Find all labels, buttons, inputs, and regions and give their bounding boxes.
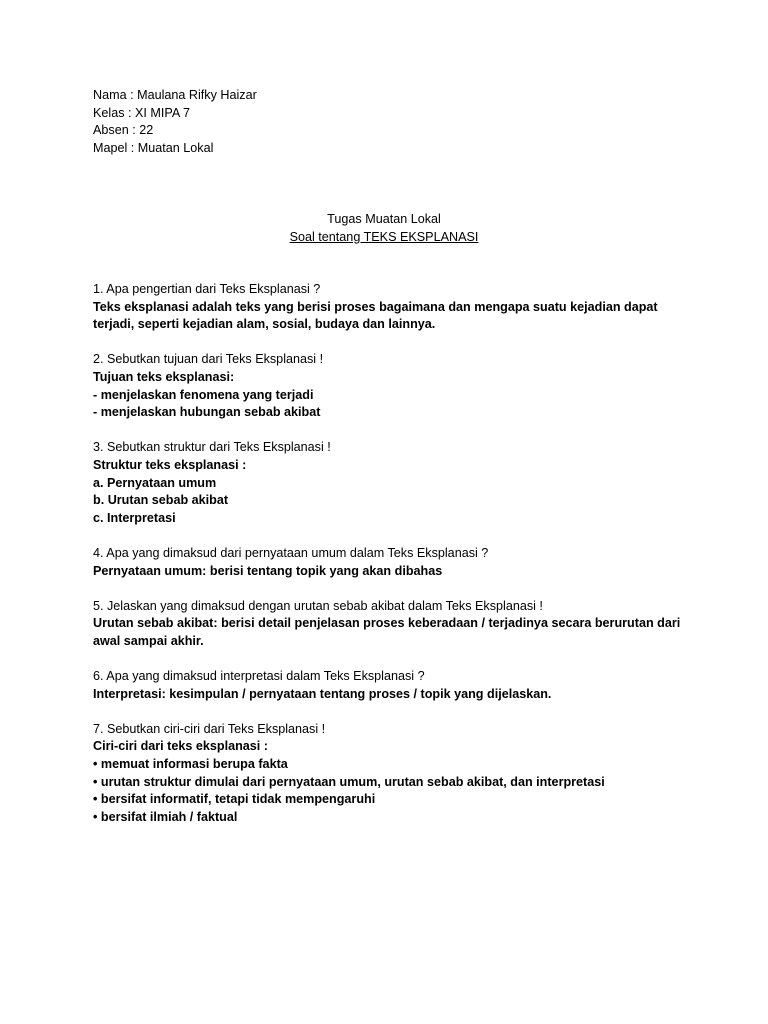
student-name: Nama : Maulana Rifky Haizar xyxy=(93,88,257,102)
answer-line: Interpretasi: kesimpulan / pernyataan tentang proses / topik yang dijelaskan. xyxy=(93,686,552,701)
question-block xyxy=(93,668,693,703)
answer-line: • bersifat ilmiah / faktual xyxy=(93,809,238,824)
question: 2. Sebutkan tujuan dari Teks Eksplanasi ! xyxy=(93,352,324,367)
answer-line: b. Urutan sebab akibat xyxy=(93,493,229,508)
answer-line: Tujuan teks eksplanasi: xyxy=(93,369,235,384)
answer-line: • bersifat informatif, tetapi tidak mempengaruhi xyxy=(93,792,376,807)
student-class: Kelas : XI MIPA 7 xyxy=(93,105,191,120)
answer-line: c. Interpretasi xyxy=(93,510,176,525)
answer-line: a. Pernyataan umum xyxy=(93,475,217,490)
answer-line: • memuat informasi berupa fakta xyxy=(93,757,288,772)
question-block xyxy=(93,598,693,651)
question: 7. Sebutkan ciri-ciri dari Teks Eksplanasi ! xyxy=(93,721,326,736)
question: 3. Sebutkan struktur dari Teks Eksplanasi ! xyxy=(93,440,331,455)
document-title xyxy=(0,211,768,246)
title-sub: Soal tentang TEKS EKSPLANASI xyxy=(289,229,479,244)
student-number: Absen : 22 xyxy=(93,123,154,138)
title-main: Tugas Muatan Lokal xyxy=(327,212,441,226)
subject: Mapel : Muatan Lokal xyxy=(93,140,214,155)
student-info xyxy=(93,87,257,157)
questions-list xyxy=(93,281,693,844)
answer-line: - menjelaskan fenomena yang terjadi xyxy=(93,387,314,402)
answer-line: Teks eksplanasi adalah teks yang berisi proses bagaimana dan mengapa suatu kejadian dapat terjadi, seperti kejadian alam, sosial, budaya dan lainnya. xyxy=(93,299,658,332)
answer-line: Struktur teks eksplanasi : xyxy=(93,457,247,472)
question-block xyxy=(93,281,693,334)
question: 5. Jelaskan yang dimaksud dengan urutan sebab akibat dalam Teks Eksplanasi ! xyxy=(93,598,543,613)
answer-line: • urutan struktur dimulai dari pernyataan umum, urutan sebab akibat, dan interpretasi xyxy=(93,774,605,789)
question: 1. Apa pengertian dari Teks Eksplanasi ? xyxy=(93,282,321,296)
question-block xyxy=(93,545,693,580)
question-block xyxy=(93,351,693,421)
question-block xyxy=(93,721,693,827)
answer-line: Urutan sebab akibat: berisi detail penjelasan proses keberadaan / terjadinya secara berurutan dari awal sampai akhir. xyxy=(93,616,681,648)
answer-line: Pernyataan umum: berisi tentang topik yang akan dibahas xyxy=(93,563,443,578)
question-block xyxy=(93,439,693,527)
answer-line: Ciri-ciri dari teks eksplanasi : xyxy=(93,739,268,754)
answer-line: - menjelaskan hubungan sebab akibat xyxy=(93,405,321,420)
question: 4. Apa yang dimaksud dari pernyataan umum dalam Teks Eksplanasi ? xyxy=(93,545,489,560)
question: 6. Apa yang dimaksud interpretasi dalam Teks Eksplanasi ? xyxy=(93,669,425,684)
